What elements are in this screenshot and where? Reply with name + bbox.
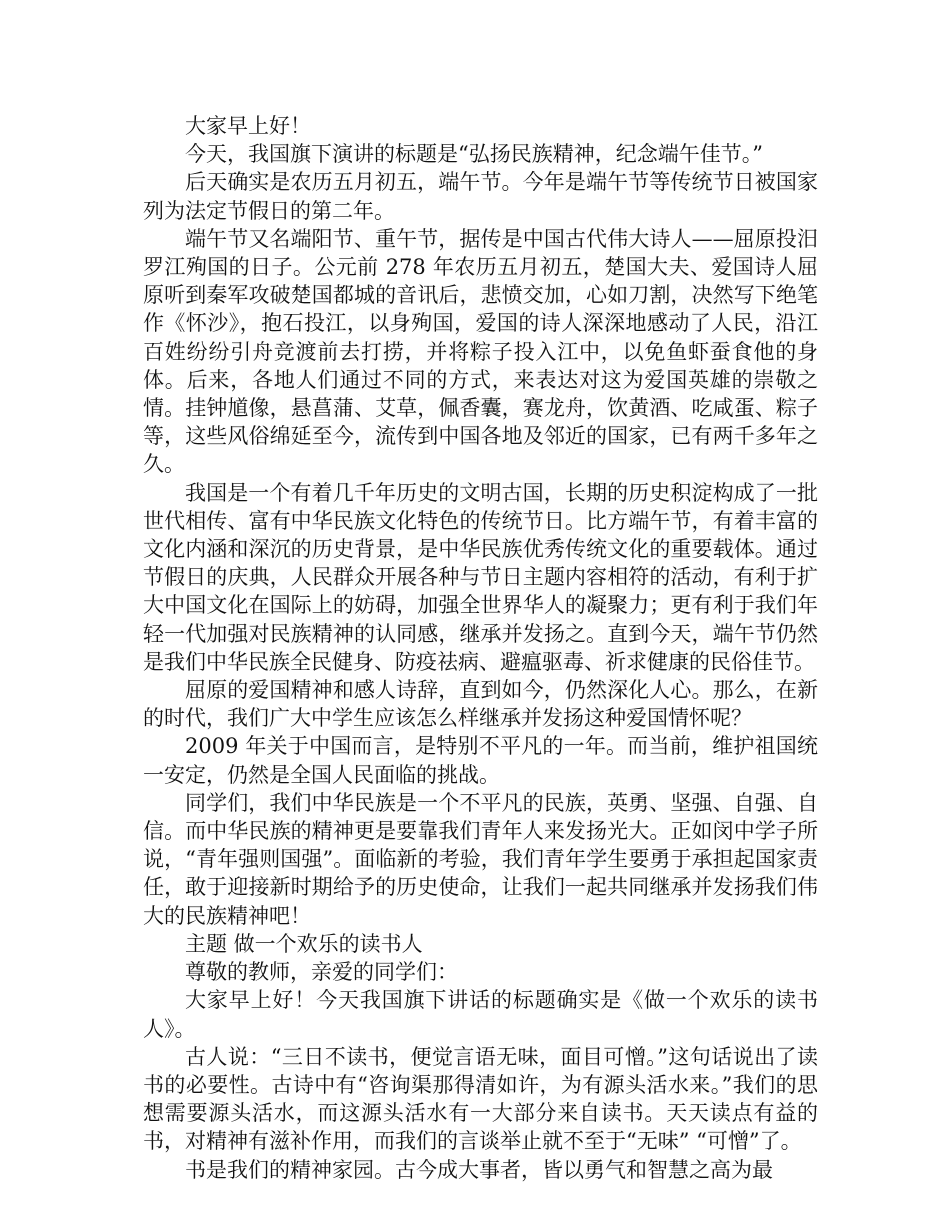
greeting-paragraph: 大家早上好！ <box>185 114 311 138</box>
speech-title-paragraph: 今天，我国旗下演讲的标题是“弘扬民族精神，纪念端午佳节。” <box>185 142 763 167</box>
body-paragraph: 我国是一个有着几千年历史的文明古国，长期的历史积淀构成了一批世代相传、富有中华民族文化特色的传统节日。比方端午节，有着丰富的文化内涵和深沉的历史背景，是中华民族优秀传统文化的重要载体。通过节假日的庆典，人民群众开展各种与节日主题内容相符的活动，有利于扩大中国文化在国际上的妨碍，加强全世界华人的凝聚力；更有利于我们年轻一代加强对民族精神的认同感，继承并发扬之。直到今天，端午节仍然是我们中华民族全民健身、防疫祛病、避瘟驱毒、祈求健康的民俗佳节。 <box>143 480 818 674</box>
body-paragraph: 古人说：“三日不读书，便觉言语无味，面目可憎。”这句话说出了读书的必要性。古诗中有“咨询渠那得清如许，为有源头活水来。”我们的思想需要源头活水，而这源头活水有一大部分来自读书。天天读点有益的书，对精神有滋补作用，而我们的言谈举止就不至于“无味” “可憎”了。 <box>143 1044 818 1154</box>
body-paragraph: 书是我们的精神家园。古今成大事者，皆以勇气和智慧之高为最 <box>185 1157 773 1182</box>
body-paragraph: 2009 年关于中国而言，是特别不平凡的一年。而当前，维护祖国统一安定，仍然是全国人民面临的挑战。 <box>143 734 818 787</box>
body-paragraph: 端午节又名端阳节、重午节，据传是中国古代伟大诗人——屈原投汨罗江殉国的日子。公元前 278 年农历五月初五，楚国大夫、爱国诗人屈原听到秦军攻破楚国都城的音讯后，悲愤交加，心如刀割，决然写下绝笔作《怀沙》，抱石投江，以身殉国，爱国的诗人深深地感动了人民，沿江百姓纷纷引舟竞渡前去打捞，并将粽子投入江中，以免鱼虾蚕食他的身体。后来，各地人们通过不同的方式，来表达对这为爱国英雄的崇敬之情。挂钟馗像，悬菖蒲、艾草，佩香囊，赛龙舟，饮黄酒、吃咸蛋、粽子等，这些风俗绵延至今，流传到中国各地及邻近的国家，已有两千多年之久。 <box>143 226 818 477</box>
body-paragraph: 屈原的爱国精神和感人诗辞，直到如今，仍然深化人心。那么，在新的时代，我们广大中学生应该怎么样继承并发扬这种爱国情怀呢？ <box>143 678 818 731</box>
body-paragraph: 同学们，我们中华民族是一个不平凡的民族，英勇、坚强、自强、自信。而中华民族的精神更是要靠我们青年人来发扬光大。正如闵中学子所说，“青年强则国强”。面临新的考验，我们青年学生要勇于承担起国家责任，敢于迎接新时期给予的历史使命，让我们一起共同继承并发扬我们伟大的民族精神吧！ <box>143 790 818 928</box>
salutation-paragraph: 尊敬的教师，亲爱的同学们： <box>185 960 458 985</box>
document-page <box>143 112 818 1184</box>
section-heading: 主题 做一个欢乐的读书人 <box>185 931 423 956</box>
body-paragraph: 大家早上好！今天我国旗下讲话的标题确实是《做一个欢乐的读书人》。 <box>143 988 818 1041</box>
body-paragraph: 后天确实是农历五月初五，端午节。今年是端午节等传统节日被国家列为法定节假日的第二年。 <box>143 170 818 223</box>
